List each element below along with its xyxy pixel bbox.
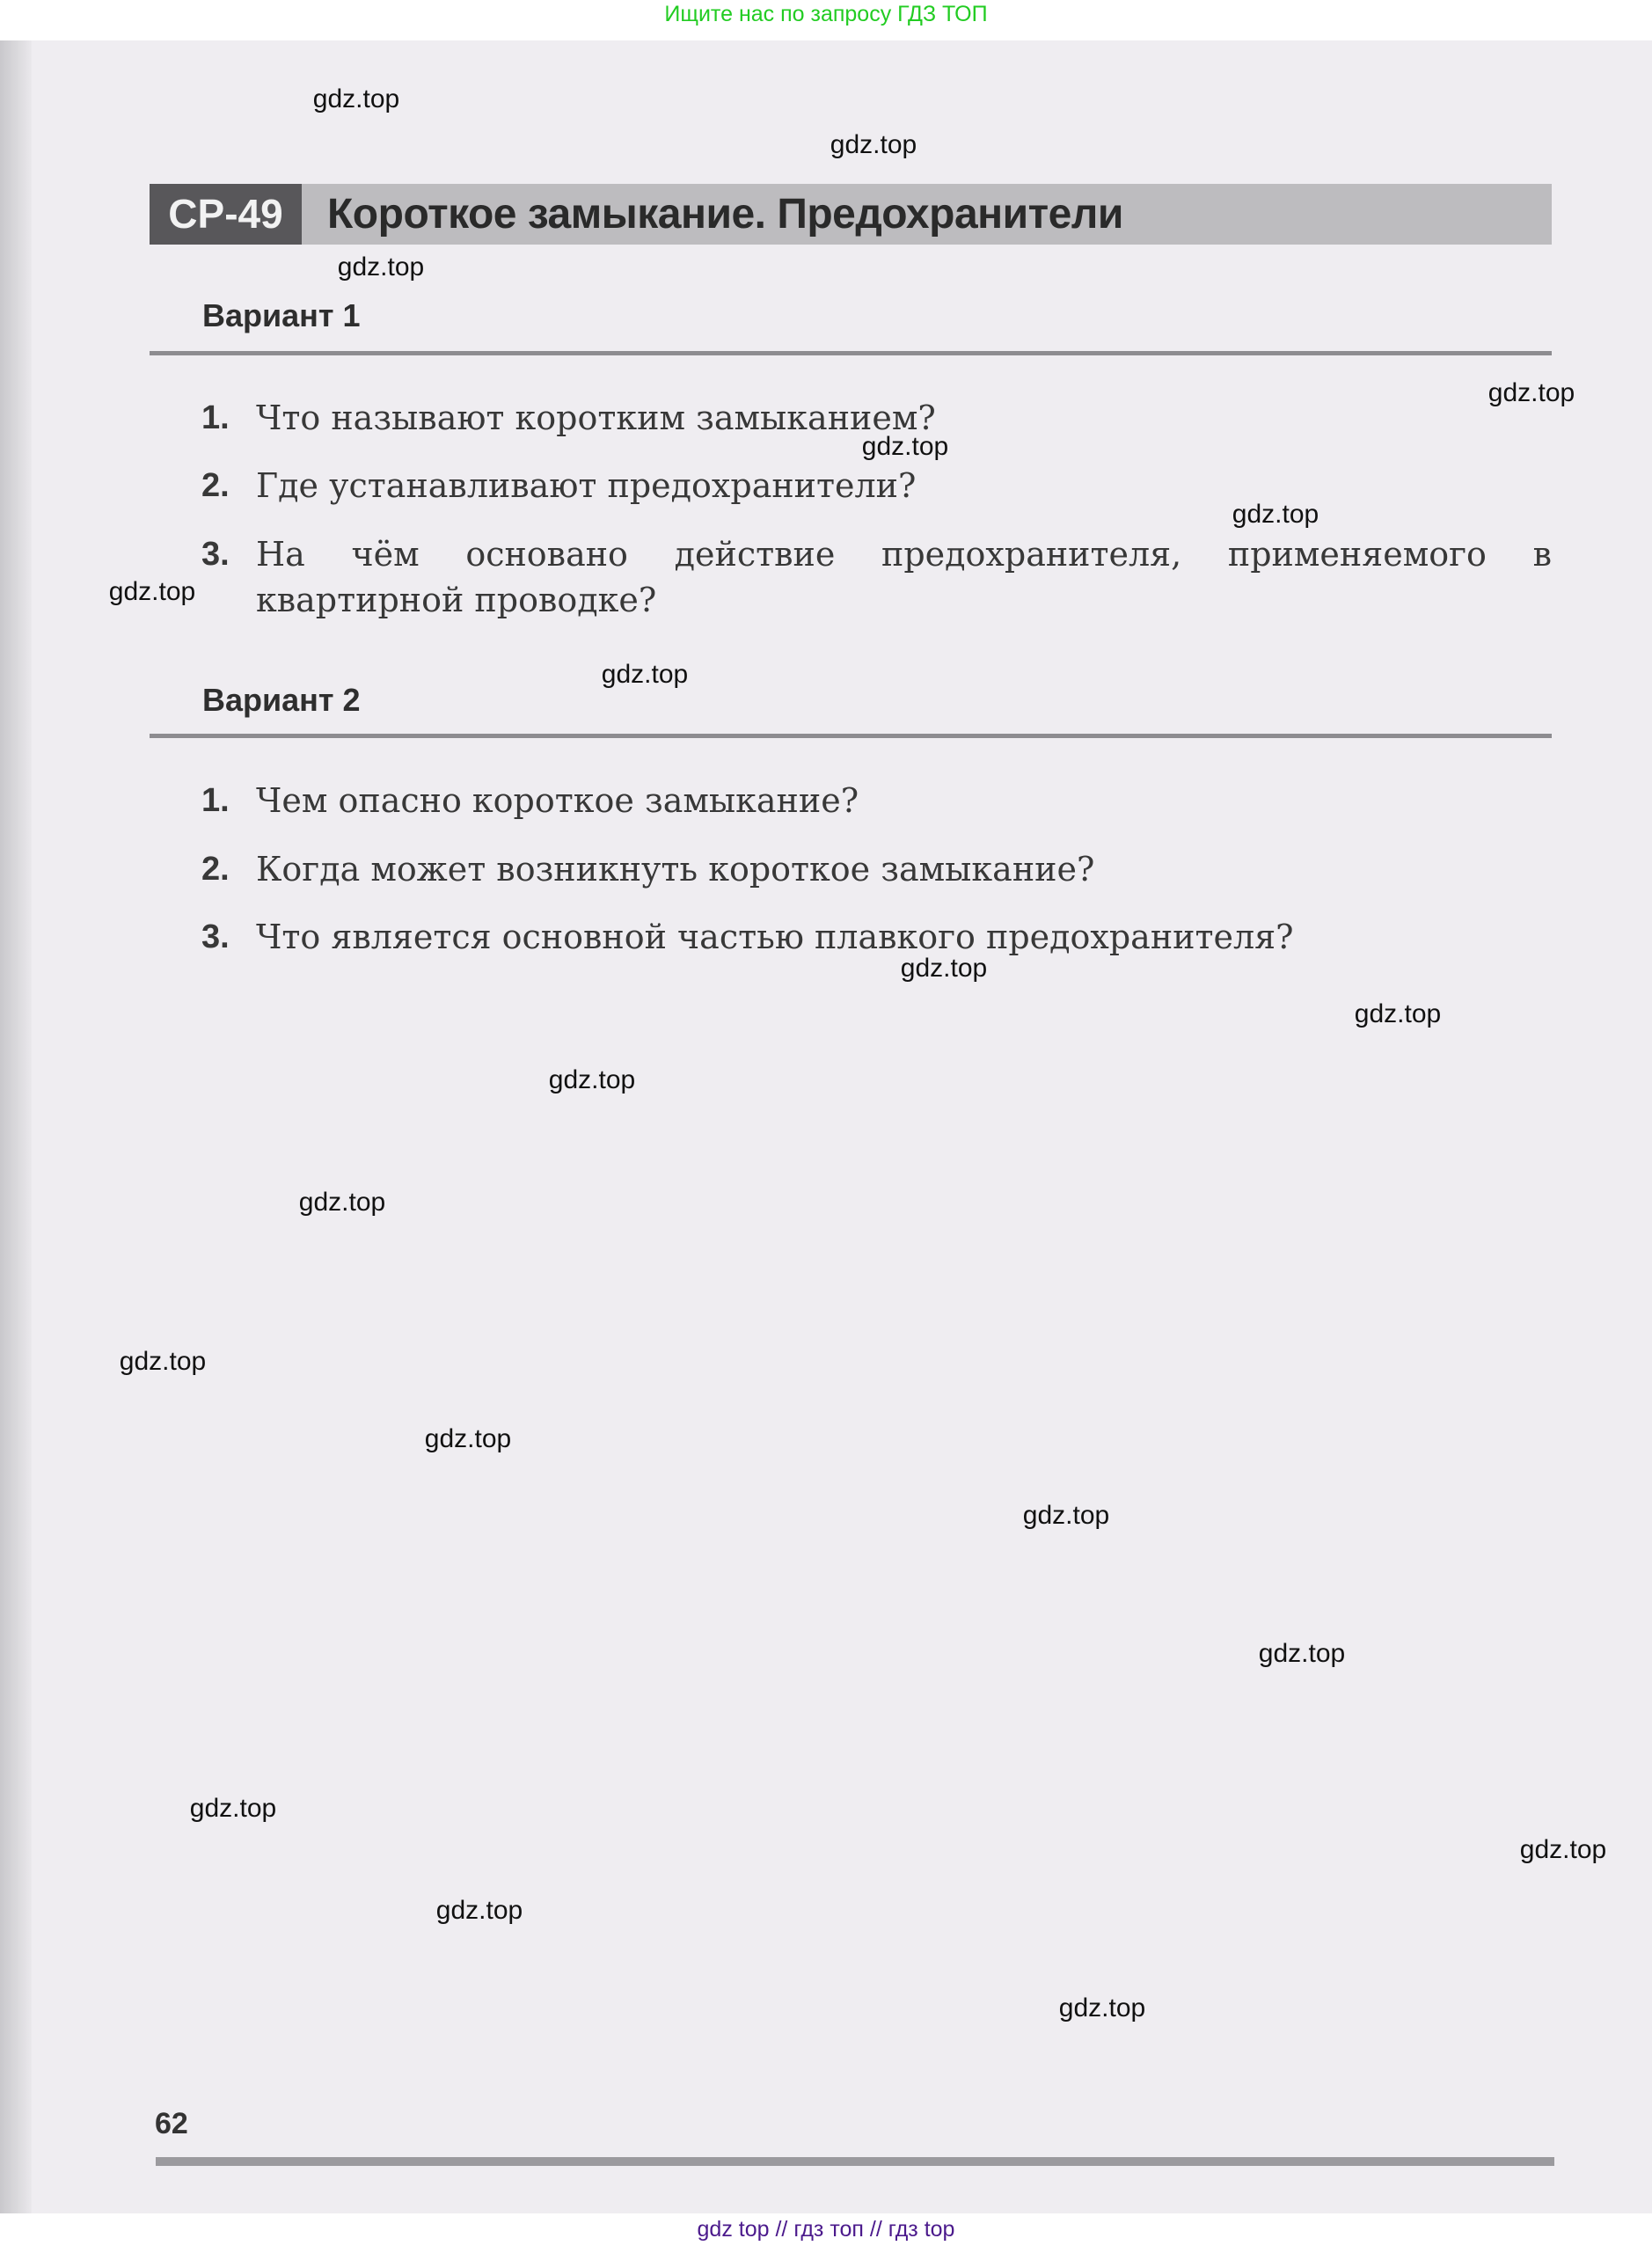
question-number: 1. [201,399,230,436]
divider [150,351,1552,355]
watermark: gdz.top [119,1347,207,1376]
watermark: gdz.top [601,660,689,689]
watermark: gdz.top [1232,500,1319,529]
question-text: Что называют коротким замыканием? [256,399,936,437]
watermark: gdz.top [1258,1639,1346,1668]
question-text: На чём основано действие предохранителя, применяемого в квартирной проводке? [256,535,1552,619]
textbook-page [0,40,1652,2213]
question-text: Что является основной частью плавкого предохранителя? [256,918,1294,956]
footer-links: gdz top // гдз топ // гдз top [697,2217,955,2242]
watermark: gdz.top [108,577,196,606]
question-number: 3. [201,918,230,955]
question-item [201,463,1552,508]
question-number: 2. [201,851,230,888]
search-hint-banner: Ищите нас по запросу ГДЗ ТОП [664,2,988,26]
watermark: gdz.top [424,1424,512,1453]
question-number: 1. [201,782,230,819]
watermark: gdz.top [337,252,425,282]
watermark: gdz.top [1354,999,1442,1028]
watermark: gdz.top [1488,378,1575,407]
watermark: gdz.top [189,1794,277,1823]
variant-1-heading: Вариант 1 [202,297,361,333]
watermark: gdz.top [298,1188,386,1217]
question-number: 2. [201,467,230,504]
watermark: gdz.top [1058,1993,1146,2023]
watermark: gdz.top [1022,1501,1110,1530]
page-spine-shadow [0,40,32,2213]
watermark: gdz.top [1519,1835,1607,1864]
divider [150,734,1552,738]
question-number: 3. [201,536,230,573]
bottom-divider [156,2157,1554,2166]
page-title: Короткое замыкание. Предохранители [327,191,1123,238]
section-code: СР-49 [150,184,302,245]
watermark: gdz.top [830,130,917,159]
watermark: gdz.top [900,954,988,983]
watermark: gdz.top [435,1896,523,1925]
watermark: gdz.top [312,84,400,113]
question-text: Где устанавливают предохранители? [256,466,917,505]
page-number: 62 [155,2107,188,2140]
watermark: gdz.top [861,432,949,461]
question-item [201,531,1552,623]
question-text: Когда может возникнуть короткое замыкание? [256,850,1095,889]
variant-2-heading: Вариант 2 [202,682,361,718]
question-item [201,778,1552,823]
question-item [201,914,1552,960]
question-text: Чем опасно короткое замыкание? [256,781,859,820]
question-item [201,846,1552,892]
watermark: gdz.top [548,1065,636,1094]
